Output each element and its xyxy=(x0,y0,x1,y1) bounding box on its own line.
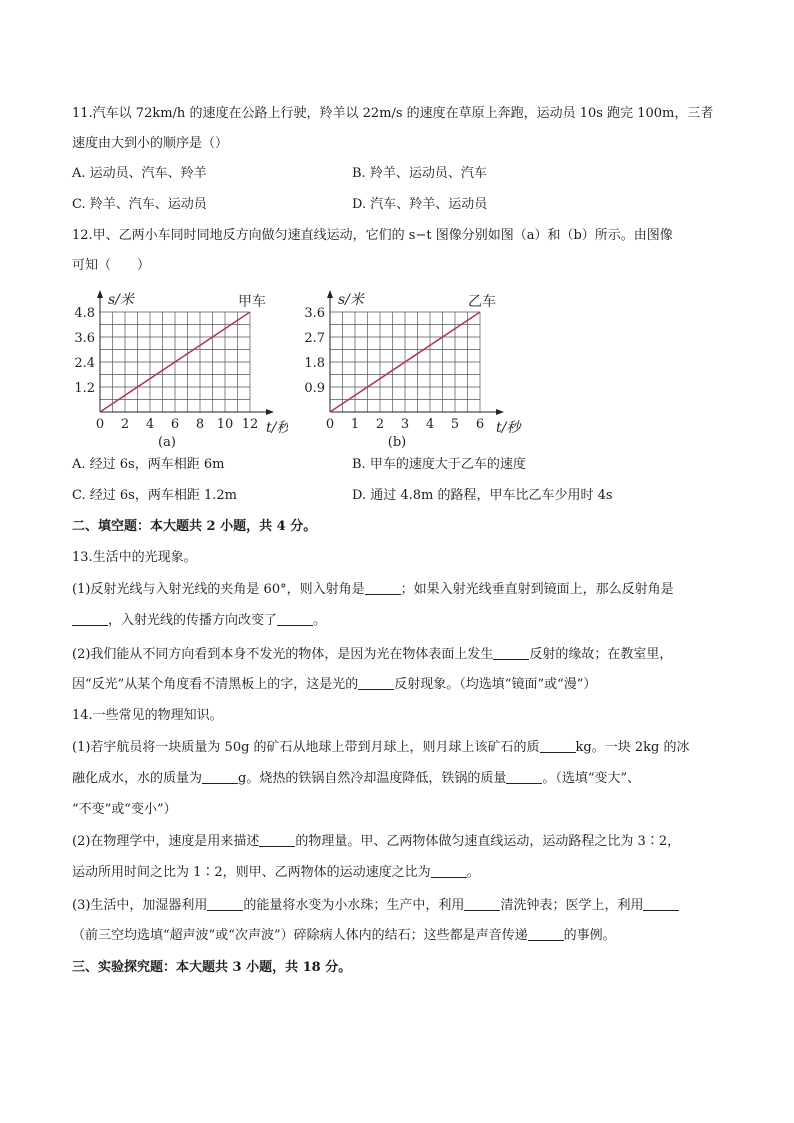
chart-caption: (a) xyxy=(158,435,176,450)
section-2-heading: 二、填空题：本大题共 2 小题，共 4 分。 xyxy=(72,519,317,534)
q12-text-cont: 可知（ ） xyxy=(72,258,151,273)
q13-blank-5 xyxy=(358,675,394,690)
chart-a xyxy=(68,282,288,456)
y-tick-label: 2.7 xyxy=(304,331,325,346)
section-3-heading: 三、实验探究题：本大题共 3 小题，共 18 分。 xyxy=(72,960,352,975)
q13-blank-4 xyxy=(493,645,529,660)
q12-option-b: B. 甲车的速度大于乙车的速度 xyxy=(352,457,526,472)
q14-blank-3 xyxy=(506,769,542,784)
q14-blank-5 xyxy=(431,863,467,878)
y-tick-label: 0.9 xyxy=(304,381,325,396)
x-tick-label: 2 xyxy=(120,417,130,432)
q13-p2-text-c: 因“反光”从某个角度看不清黑板上的字，这是光的 xyxy=(72,677,359,692)
q11-option-b: B. 羚羊、运动员、汽车 xyxy=(352,166,487,181)
q13-blank-1 xyxy=(365,580,401,595)
q13-part2-line2 xyxy=(72,675,596,695)
q12-text: 12.甲、乙两小车同时同地反方向做匀速直线运动，它们的 s−t 图像分别如图（a）和（b）所示。由图像 xyxy=(72,228,673,243)
q11-option-a: A. 运动员、汽车、羚羊 xyxy=(72,166,207,181)
q13-p1-text-c: ，入射光线的传播方向改变了 xyxy=(108,613,278,628)
q13-p2-text-d: 反射现象。（均选填“镜面”或“漫”） xyxy=(394,677,597,692)
q14-title: 14.一些常见的物理知识。 xyxy=(72,708,223,723)
q14-p1-text-a: (1)若宇航员将一块质量为 50g 的矿石从地球上带到月球上，则月球上该矿石的质 xyxy=(72,740,540,755)
y-axis-label: s/米 xyxy=(338,292,364,308)
q13-part2-line1 xyxy=(72,645,672,665)
y-axis-arrow xyxy=(327,290,333,298)
q14-p2-text-c: 运动所用时间之比为 1∶2，则甲、乙两物体的运动速度之比为 xyxy=(72,865,431,880)
x-tick-label: 2 xyxy=(375,417,385,432)
x-tick-label: 5 xyxy=(450,417,460,432)
q14-p3-text-a: (3)生活中，加湿器利用 xyxy=(72,898,208,913)
q11-option-d: D. 汽车、羚羊、运动员 xyxy=(352,197,488,212)
x-tick-label: 6 xyxy=(170,417,180,432)
y-tick-label: 2.4 xyxy=(74,356,95,371)
q11-text-cont: 速度由大到小的顺序是（） xyxy=(72,136,229,151)
q14-p3-text-e: 的事例。 xyxy=(563,928,616,943)
series-label: 乙车 xyxy=(468,294,496,310)
q14-p2-text-a: (2)在物理学中，速度是用来描述 xyxy=(72,834,260,849)
q13-p1-text-a: (1)反射光线与入射光线的夹角是 60°，则入射角是 xyxy=(72,582,365,597)
x-axis-arrow xyxy=(266,409,274,415)
q12-option-c: C. 经过 6s，两车相距 1.2m xyxy=(72,488,237,503)
x-axis-arrow xyxy=(496,409,504,415)
q14-p1-text-b: kg。一块 2kg 的冰 xyxy=(575,740,690,755)
q14-p2-text-b: 的物理量。甲、乙两物体做匀速直线运动，运动路程之比为 3∶2， xyxy=(295,834,681,849)
q14-part1-line3: “不变”或“变小”） xyxy=(72,802,177,817)
q14-part1-line2 xyxy=(72,769,640,789)
q14-p1-text-d: g。烧热的铁锅自然冷却温度降低，铁锅的质量 xyxy=(238,771,507,786)
q13-p2-text-a: (2)我们能从不同方向看到本身不发光的物体，是因为光在物体表面上发生 xyxy=(72,647,494,662)
q14-p3-text-d: （前三空均选填“超声波”或“次声波”）碎除病人体内的结石；这些都是声音传递 xyxy=(72,928,528,943)
q14-blank-9 xyxy=(528,926,564,941)
x-tick-label: 0 xyxy=(95,417,105,432)
x-tick-label: 12 xyxy=(241,417,259,432)
x-tick-label: 4 xyxy=(425,417,435,432)
q11-text: 11.汽车以 72km/h 的速度在公路上行驶，羚羊以 22m/s 的速度在草原上奔跑，运动员 10s 跑完 100m，三者 xyxy=(72,106,714,121)
chart-a-svg xyxy=(68,282,288,452)
chart-b xyxy=(298,282,528,456)
q14-blank-7 xyxy=(464,896,500,911)
y-tick-label: 4.8 xyxy=(74,306,95,321)
x-tick-label: 8 xyxy=(195,417,205,432)
q11-option-c: C. 羚羊、汽车、运动员 xyxy=(72,197,207,212)
q14-part2-line2 xyxy=(72,863,480,883)
x-tick-label: 0 xyxy=(325,417,335,432)
x-tick-label: 3 xyxy=(400,417,410,432)
y-axis-label: s/米 xyxy=(108,292,134,308)
y-tick-label: 3.6 xyxy=(74,331,95,346)
q14-blank-4 xyxy=(259,832,295,847)
q12-option-a: A. 经过 6s，两车相距 6m xyxy=(72,457,225,472)
series-label: 甲车 xyxy=(238,294,266,310)
y-tick-label: 1.2 xyxy=(74,381,95,396)
q14-p2-text-d: 。 xyxy=(466,865,480,880)
q13-blank-3 xyxy=(277,611,313,626)
chart-caption: (b) xyxy=(387,435,407,450)
q14-blank-2 xyxy=(202,769,238,784)
chart-b-svg xyxy=(298,282,528,452)
q14-part1-line1 xyxy=(72,738,689,758)
x-tick-label: 10 xyxy=(216,417,234,432)
q13-title: 13.生活中的光现象。 xyxy=(72,550,197,565)
q14-p1-text-c: 融化成水，水的质量为 xyxy=(72,771,203,786)
x-tick-label: 6 xyxy=(475,417,485,432)
q12-option-d: D. 通过 4.8m 的路程，甲车比乙车少用时 4s xyxy=(352,488,613,503)
x-tick-label: 4 xyxy=(145,417,155,432)
q13-p2-text-b: 反射的缘故；在教室里， xyxy=(529,647,673,662)
x-axis-label: t/秒 xyxy=(496,420,521,436)
q14-part3-line2 xyxy=(72,926,616,946)
y-tick-label: 3.6 xyxy=(304,306,325,321)
q13-blank-2 xyxy=(72,611,108,626)
q14-p3-text-c: 清洗钟表；医学上，利用 xyxy=(500,898,644,913)
q14-p3-text-b: 的能量将水变为小水珠；生产中，利用 xyxy=(243,898,465,913)
y-axis-arrow xyxy=(97,290,103,298)
q14-part2-line1 xyxy=(72,832,680,852)
q13-p1-text-b: ；如果入射光线垂直射到镜面上，那么反射角是 xyxy=(400,582,674,597)
y-tick-label: 1.8 xyxy=(304,356,325,371)
q14-part3-line1 xyxy=(72,896,679,916)
q14-p1-text-e: 。（选填“变大”、 xyxy=(542,771,641,786)
x-axis-label: t/秒 xyxy=(266,420,288,436)
q13-part1-line2 xyxy=(72,611,326,631)
q14-blank-6 xyxy=(207,896,243,911)
x-tick-label: 1 xyxy=(350,417,360,432)
q13-p1-text-d: 。 xyxy=(313,613,327,628)
q14-blank-8 xyxy=(643,896,679,911)
q13-part1-line1 xyxy=(72,580,674,600)
q14-blank-1 xyxy=(540,738,576,753)
